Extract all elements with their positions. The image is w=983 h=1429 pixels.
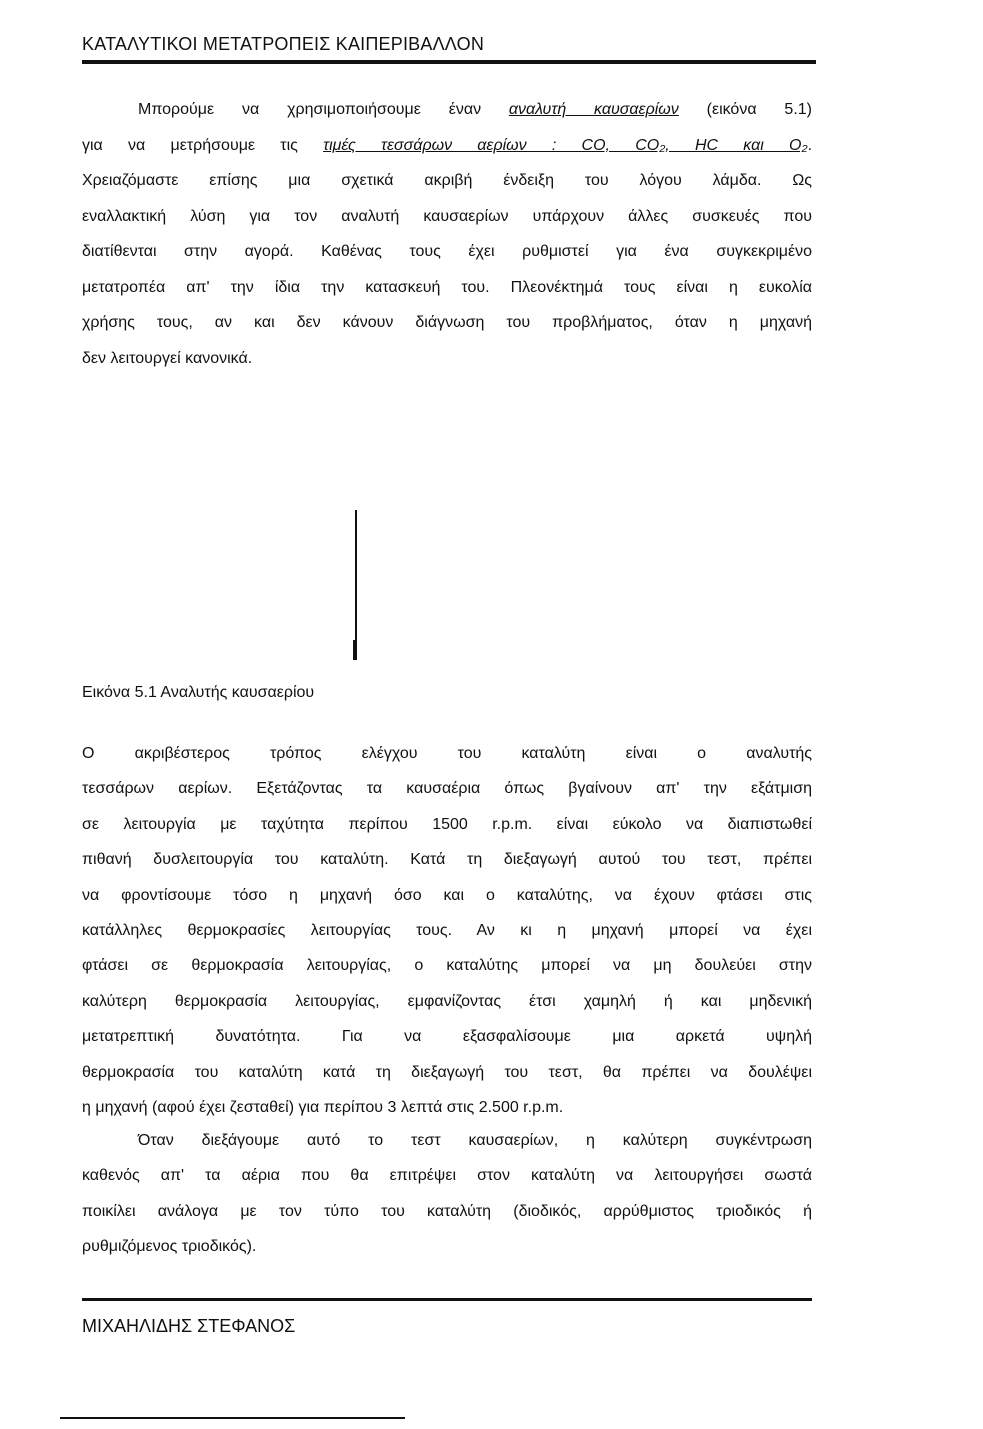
figure-image-gas-analyzer	[300, 500, 420, 670]
text-span: .	[807, 136, 812, 154]
test-method-paragraph	[82, 736, 812, 1125]
text-line: φτάσει σε θερμοκρασία λειτουργίας, ο καταλύτης μπορεί να μη δουλεύει στην	[82, 957, 812, 975]
text-line: καθενός απ' τα αέρια που θα επιτρέψει στον καταλύτη να λειτουργήσει σωστά	[82, 1167, 812, 1185]
text-line	[82, 128, 812, 164]
text-span: για να μετρήσουμε τις	[82, 136, 324, 154]
text-line: καλύτερη θερμοκρασία λειτουργίας, εμφανίζοντας έτσι χαμηλή ή και μηδενική	[82, 992, 812, 1010]
text-line	[82, 341, 812, 377]
text-line	[82, 305, 812, 341]
text-span: χρήσης τους, αν και δεν κάνουν διάγνωση του προβλήματος, όταν η μηχανή	[82, 314, 812, 331]
text-span: Χρειαζόμαστε επίσης μια σχετικά ακριβή ένδειξη του λόγου λάμδα. Ως	[82, 172, 812, 189]
text-line: Ο ακριβέστερος τρόπος ελέγχου του καταλύτη είναι ο αναλυτής	[82, 745, 812, 762]
text-span: εναλλακτική λύση για τον αναλυτή καυσαερίων υπάρχουν άλλες συσκευές που	[82, 207, 812, 225]
text-span: Μπορούμε να χρησιμοποιήσουμε έναν	[138, 101, 509, 118]
text-line: η μηχανή (αφού έχει ζεσταθεί) για περίπου 3 λεπτά στις 2.500 r.p.m.	[82, 1099, 564, 1117]
underlined-term: αναλυτή καυσαερίων	[508, 101, 679, 118]
figure-edge-line	[355, 510, 357, 660]
text-line	[82, 199, 812, 235]
footer-rule	[82, 1298, 812, 1301]
text-line	[82, 163, 812, 199]
footer-author-name: ΜΙΧΑΗΛΙΔΗΣ ΣΤΕΦΑΝΟΣ	[82, 1316, 296, 1336]
underlined-term: τιμές τεσσάρων αερίων : CO, CO₂, HC και O₂	[323, 136, 808, 154]
text-line	[82, 270, 812, 306]
running-header-title: ΚΑΤΑΛΥΤΙΚΟΙ ΜΕΤΑΤΡΟΠΕΙΣ ΚΑΙΠΕΡΙΒΑΛΛΟΝ	[82, 34, 485, 54]
text-span: διατίθενται στην αγορά. Καθένας τους έχει ρυθμιστεί για ένα συγκεκριμένο	[82, 243, 812, 260]
text-line: να φροντίσουμε τόσο η μηχανή όσο και ο καταλύτης, να έχουν φτάσει στις	[82, 886, 812, 904]
text-line: Όταν διεξάγουμε αυτό το τεστ καυσαερίων, η καλύτερη συγκέντρωση	[138, 1132, 812, 1149]
text-line: ποικίλει ανάλογα με τον τύπο του καταλύτη (διοδικός, αρρύθμιστος τριοδικός ή	[82, 1202, 812, 1220]
figure-caption: Εικόνα 5.1 Αναλυτής καυσαερίου	[82, 684, 315, 701]
text-line	[82, 92, 812, 128]
text-line: σε λειτουργία με ταχύτητα περίπου 1500 r.p.m. είναι εύκολο να διαπιστωθεί	[82, 815, 812, 833]
page-bottom-rule	[60, 1417, 405, 1419]
text-line	[82, 234, 812, 270]
intro-paragraph	[82, 92, 812, 376]
text-line: πιθανή δυσλειτουργία του καταλύτη. Κατά τη διεξαγωγή αυτού του τεστ, πρέπει	[82, 851, 812, 869]
header-rule	[82, 60, 816, 64]
text-line: θερμοκρασία του καταλύτη κατά τη διεξαγωγή του τεστ, θα πρέπει να δουλέψει	[82, 1063, 812, 1081]
text-line: τεσσάρων αερίων. Εξετάζοντας τα καυσαέρια όπως βγαίνουν απ' την εξάτμιση	[82, 780, 812, 798]
text-span: μετατροπέα απ' την ίδια την κατασκευή του. Πλεονέκτημά τους είναι η ευκολία	[82, 278, 812, 296]
text-line: κατάλληλες θερμοκρασίες λειτουργίας τους. Αν κι η μηχανή μπορεί να έχει	[82, 922, 812, 940]
text-span: (εικόνα 5.1)	[678, 101, 812, 118]
text-span: δεν λειτουργεί κανονικά.	[82, 349, 253, 367]
text-line: ρυθμιζόμενος τριοδικός).	[82, 1238, 257, 1256]
text-line: μετατρεπτική δυνατότητα. Για να εξασφαλίσουμε μια αρκετά υψηλή	[82, 1028, 812, 1046]
figure-edge-mark	[353, 640, 356, 660]
concentration-paragraph	[82, 1123, 812, 1265]
